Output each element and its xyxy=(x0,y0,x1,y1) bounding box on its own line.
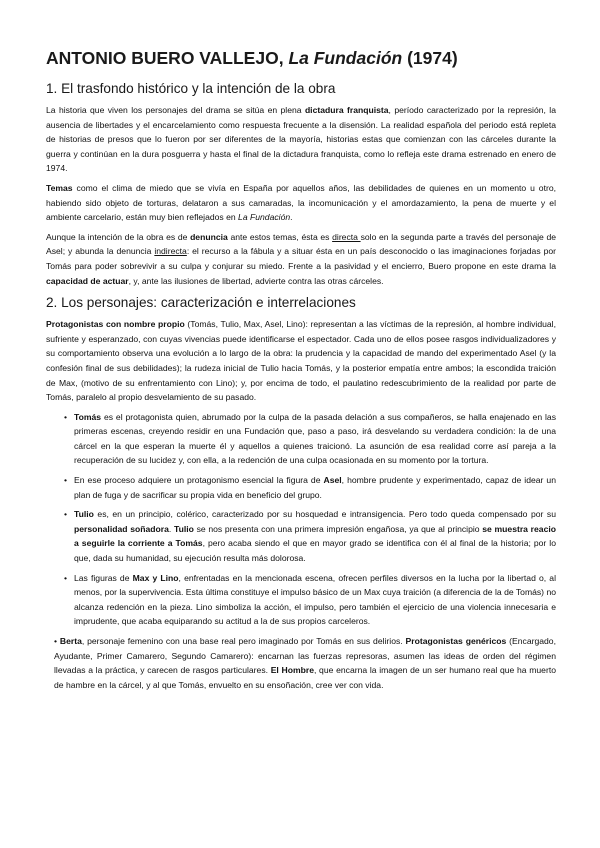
section-1-paragraph-3: Aunque la intención de la obra es de denuncia ante estos temas, ésta es directa solo en la segunda parte a través del personaje de Asel; y abunda la denuncia indirecta: el recurso a la fábula y a situar ésta en un país desconocido o las imaginaciones forjadas por Tomás para poder sobrevivir a su culpa y conjurar su miedo. Frente a la pasividad y el encierro, Buero propone en este drama la capacidad de actuar, y, ante las ilusiones de libertad, advierte contra las otras cárceles. xyxy=(46,231,557,286)
section-1-paragraph-2: Temas como el clima de miedo que se vivía en España por aquellos años, las debilidades de quienes en un momento u otro, habiendo sido objeto de torturas, delataron a sus camaradas, la incomunicación y el amordazamiento, la pena de muerte y el ambiente carcelario, están muy bien reflejados en La Fundación. xyxy=(46,182,556,223)
list-item-asel: • En ese proceso adquiere un protagonismo esencial la figura de Asel, hombre prudente y experimentado, capaz de idear un plan de fuga y de sacrificar su propia vida en beneficio del grupo. xyxy=(64,473,556,502)
list-item-tulio: • Tulio es, en un principio, colérico, caracterizado por su hosquedad e intransigencia. Pero todo queda compensado por su personalidad soñadora. Tulio se nos presenta con una primera impresión engañosa, ya que al principio se muestra reacio a seguirle la corriente a Tomás, pero acaba siendo el que en mayor grado se identifica con él al final de la historia; por lo que, dada su humanidad, su ejecución resulta más dolorosa. xyxy=(64,507,556,565)
section-2-heading: 2. Los personajes: caracterización e interrelaciones xyxy=(46,295,356,311)
section-1-heading: 1. El trasfondo histórico y la intención de la obra xyxy=(46,81,336,96)
title-author: ANTONIO BUERO VALLEJO, xyxy=(46,48,284,68)
page-title xyxy=(46,48,556,68)
section-2-paragraph-1: Protagonistas con nombre propio (Tomás, Tulio, Max, Asel, Lino): representan a las víctimas de la represión, al hombre individual, sufriente y esperanzado, con cuyas vivencias puede identificarse el espectador. Cada uno de ellos posee rasgos individualizadores y su comportamiento observa una evolución a lo largo de la obra: la prudencia y la capacidad de mando del experimentado Asel (y la confesión final de sus debilidades); la rudeza inicial de Tulio hacia Tomás, y la posterior empatía entre ambos; la escondida traición de Max, (motivo de su enfrentamiento con Lino); y, por encima de todo, el paulatino redescubrimiento de la realidad por parte de Tomás, paralelo al propio desvelamiento de su pasado. xyxy=(46,319,556,403)
title-year: (1974) xyxy=(407,48,458,68)
list-item-tomas: • Tomás es el protagonista quien, abrumado por la culpa de la pasada delación a sus compañeros, se halla enajenado en las primeras escenas, creyendo residir en una Fundación que, paso a paso, irá desvelando su verdadera condición: la de una cárcel en la que esperan la muerte él y aquellos a quienes traicionó. La asunción de esa realidad corre así pareja a la recuperación de su lucidez y, con ella, a la redención de una culpa ocasionada en su momento por la tortura. xyxy=(64,410,556,468)
character-list xyxy=(46,410,556,629)
section-1-paragraph-1: La historia que viven los personajes del drama se sitúa en plena dictadura franquista, período caracterizado por la represión, la ausencia de libertades y el encarcelamiento como respuesta frecuente a la disensión. La realidad española del periodo está repleta de historias de presos que lo fueron por ser diferentes de la mayoría, historias estas que comienzan con las cárceles durante la guerra y continúan en la dura posguerra y hasta el final de la dictadura franquista, como lo refleja este drama estrenado en enero de 1974. xyxy=(46,105,556,174)
title-work: La Fundación xyxy=(288,48,403,68)
list-item-max-lino: • Las figuras de Max y Lino, enfrentadas en la mencionada escena, ofrecen perfiles diversos en la lucha por la libertad o, al menos, por la supervivencia. Esta última constituye el impulso básico de un Max cuya traición (a diferencia de la de Tomás) no alcanza redención en la pieza. Lino simboliza la acción, el impulso, pero también el ejercicio de una violencia innecesaria e imprudente, que acaba equiparando su actitud a la de sus propios carceleros. xyxy=(64,571,556,629)
section-2-paragraph-2: • Berta, personaje femenino con una base real pero imaginado por Tomás en sus delirios. Protagonistas genéricos (Encargado, Ayudante, Primer Camarero, Segundo Camarero): encarnan las fuerzas represoras, asumen las ideas de orden del régimen llevadas a la práctica, y carecen de rasgos particulares. El Hombre, que encarna la imagen de un ser humano real que ha muerto de hambre en la cárcel, y al que Tomás, envuelto en su ensoñación, cree ver con vida. xyxy=(54,636,556,690)
